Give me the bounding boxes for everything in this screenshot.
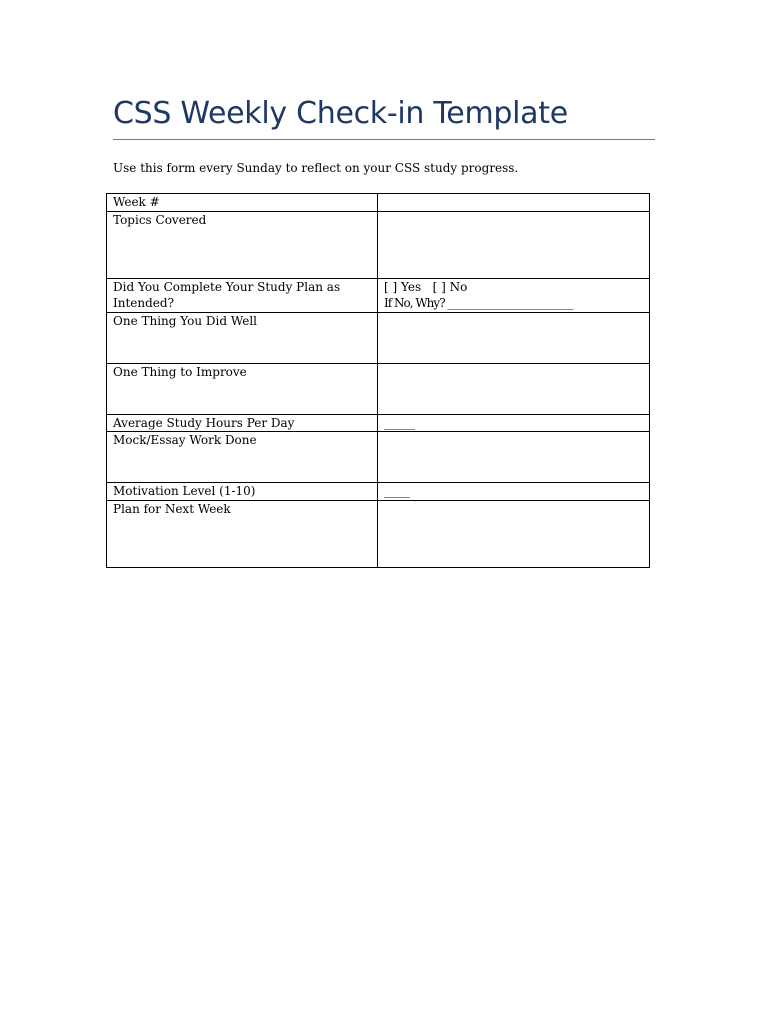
label-week: Week # <box>107 194 378 212</box>
label-topics: Topics Covered <box>107 211 378 278</box>
label-mock-essay: Mock/Essay Work Done <box>107 432 378 483</box>
field-next-week[interactable] <box>378 500 650 567</box>
title-rule <box>113 139 655 140</box>
field-did-well[interactable] <box>378 312 650 363</box>
label-motivation: Motivation Level (1-10) <box>107 483 378 501</box>
label-did-well: One Thing You Did Well <box>107 312 378 363</box>
label-next-week: Plan for Next Week <box>107 500 378 567</box>
table-row-did-well <box>107 312 650 363</box>
table-row-improve <box>107 363 650 414</box>
label-study-plan: Did You Complete Your Study Plan as Intended? <box>107 278 378 312</box>
page-title: CSS Weekly Check-in Template <box>113 96 568 131</box>
field-week[interactable] <box>378 194 650 212</box>
field-improve[interactable] <box>378 363 650 414</box>
label-improve: One Thing to Improve <box>107 363 378 414</box>
field-study-hours[interactable]: ______ <box>378 414 650 432</box>
table-row-next-week <box>107 500 650 567</box>
field-study-plan[interactable] <box>378 278 650 312</box>
table-row-mock-essay <box>107 432 650 483</box>
checkin-table <box>106 193 650 568</box>
field-motivation[interactable]: _____ <box>378 483 650 501</box>
table-row-topics <box>107 211 650 278</box>
field-mock-essay[interactable] <box>378 432 650 483</box>
table-row-study-plan <box>107 278 650 312</box>
label-study-hours: Average Study Hours Per Day <box>107 414 378 432</box>
yes-no-options[interactable]: [ ] Yes [ ] No <box>384 279 468 294</box>
table-row-week <box>107 194 650 212</box>
field-topics[interactable] <box>378 211 650 278</box>
table-row-study-hours <box>107 414 650 432</box>
if-no-why-line[interactable]: If No, Why? _________________________ <box>384 296 573 310</box>
table-row-motivation <box>107 483 650 501</box>
intro-text: Use this form every Sunday to reflect on your CSS study progress. <box>113 161 519 175</box>
